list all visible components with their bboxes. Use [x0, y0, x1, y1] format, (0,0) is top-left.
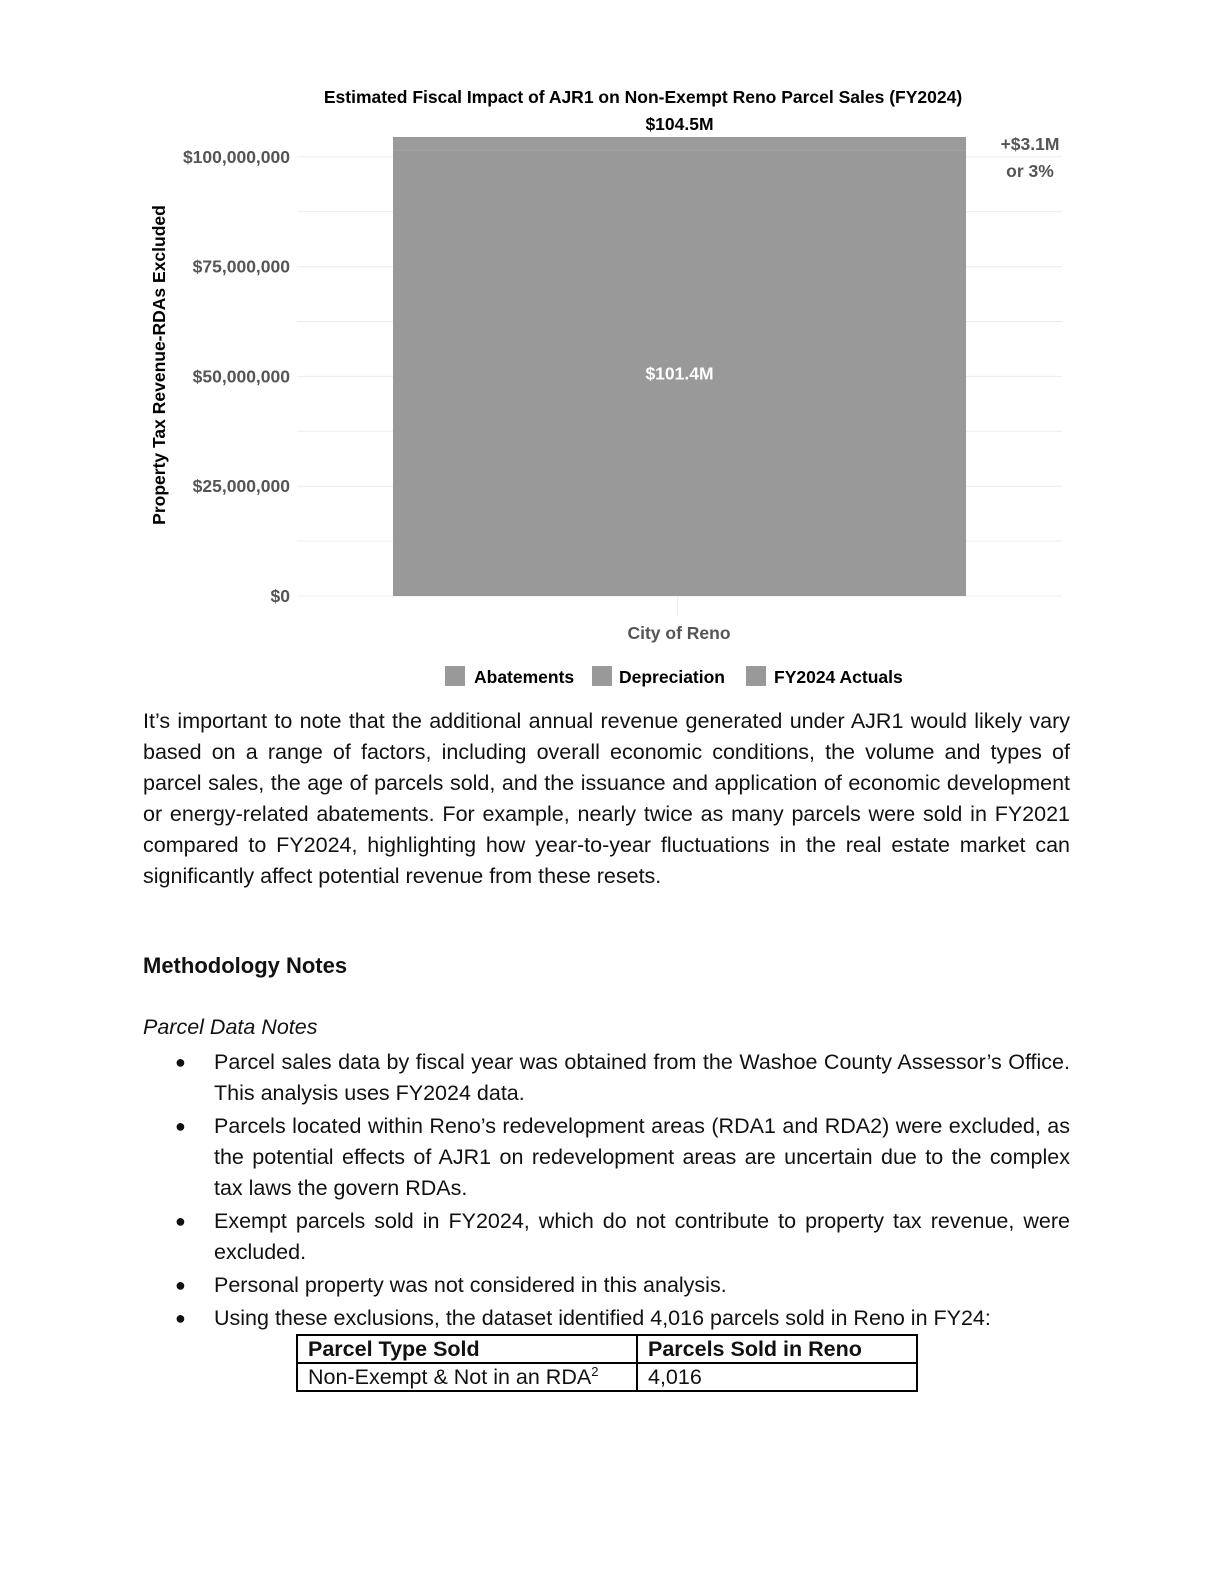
chart-y-axis	[183, 147, 290, 606]
body-paragraph: It’s important to note that the additional annual revenue generated under AJR1 would likely vary based on a range of factors, including overall economic conditions, the volume and types of parcel sales, the age of parcels sold, and the issuance and application of economic development or energy-related abatements. For example, nearly twice as many parcels were sold in FY2021 compared to FY2024, highlighting how year-to-year fluctuations in the real estate market can significantly affect potential revenue from these resets.	[143, 709, 1070, 888]
bar-segment-depreciation	[393, 137, 966, 151]
list-item	[143, 1047, 1070, 1109]
chart-legend	[445, 666, 903, 687]
legend-swatch	[592, 666, 612, 686]
bullet-icon: ●	[175, 1308, 186, 1328]
list-item	[143, 1270, 1070, 1301]
methodology-notes-list	[143, 1047, 1070, 1336]
subheading: Parcel Data Notes	[143, 1015, 318, 1039]
y-tick-label: $0	[270, 586, 290, 606]
table-header-cell: Parcel Type Sold	[297, 1335, 637, 1363]
table-row	[297, 1363, 917, 1391]
legend-label: Abatements	[474, 667, 575, 687]
bar-total-label: $104.5M	[645, 114, 714, 134]
list-item-text: Parcels located within Reno’s redevelopment areas (RDA1 and RDA2) were excluded, as the potential effects of AJR1 on redevelopment areas are uncertain due to the complex tax laws the govern RDAs.	[214, 1114, 1070, 1200]
list-item	[143, 1303, 1070, 1334]
list-item-text: Parcel sales data by fiscal year was obtained from the Washoe County Assessor’s Office. This analysis uses FY2024 data.	[214, 1050, 1070, 1105]
chart	[0, 0, 1224, 700]
list-item	[143, 1206, 1070, 1268]
increase-percent-label: or 3%	[1006, 161, 1054, 181]
y-tick-label: $75,000,000	[192, 256, 290, 277]
y-tick-label: $100,000,000	[182, 146, 290, 167]
bullet-icon: ●	[175, 1116, 186, 1136]
chart-title: Estimated Fiscal Impact of AJR1 on Non-Exempt Reno Parcel Sales (FY2024)	[323, 87, 963, 107]
bullet-icon: ●	[175, 1211, 186, 1231]
bar-base-value-label: $101.4M	[645, 363, 714, 384]
chart-y-axis-label: Property Tax Revenue-RDAs Excluded	[149, 205, 169, 525]
increase-amount-label: +$3.1M	[1000, 134, 1060, 154]
y-tick-label: $50,000,000	[192, 366, 290, 387]
table-header-cell: Parcels Sold in Reno	[637, 1335, 917, 1363]
bullet-icon: ●	[175, 1052, 186, 1072]
list-item	[143, 1111, 1070, 1204]
table-cell: 4,016	[637, 1363, 917, 1391]
list-item-text: Using these exclusions, the dataset identified 4,016 parcels sold in Reno in FY24:	[214, 1306, 991, 1330]
section-heading: Methodology Notes	[143, 953, 348, 978]
x-category-label: City of Reno	[627, 623, 731, 643]
y-tick-label: $25,000,000	[192, 476, 290, 497]
bullet-icon: ●	[175, 1275, 186, 1295]
legend-swatch	[445, 666, 465, 686]
list-item-text: Exempt parcels sold in FY2024, which do not contribute to property tax revenue, were excluded.	[214, 1209, 1070, 1264]
table-row-label: Non-Exempt & Not in an RDA	[308, 1365, 592, 1389]
parcels-table	[296, 1334, 918, 1392]
legend-label: Depreciation	[619, 667, 725, 687]
table-cell	[297, 1363, 637, 1391]
legend-swatch	[746, 666, 766, 686]
legend-label: FY2024 Actuals	[774, 667, 903, 687]
list-item-text: Personal property was not considered in this analysis.	[214, 1273, 727, 1297]
footnote-marker: 2	[591, 1363, 599, 1379]
table-header-row	[297, 1335, 917, 1363]
